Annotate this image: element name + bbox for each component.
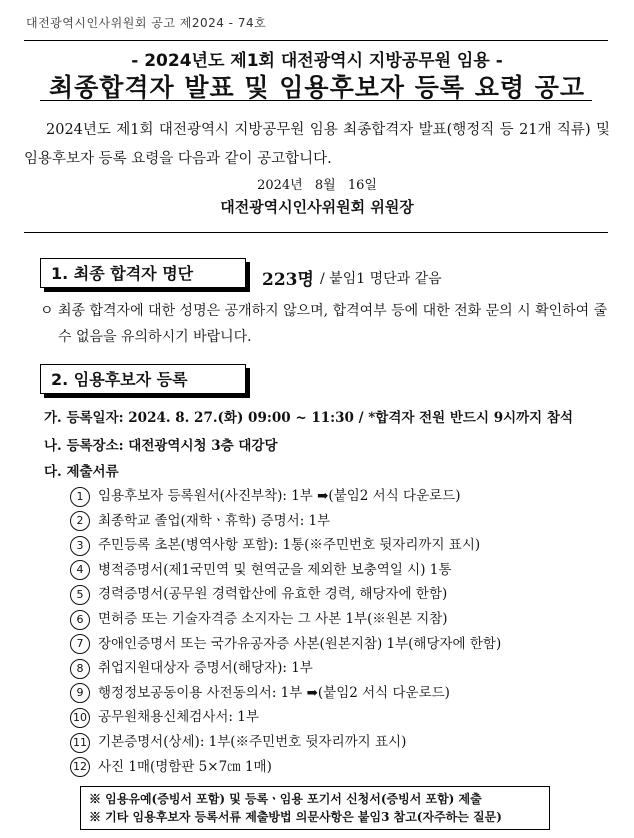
item-text: 주민등록 초본(병역사항 포함): 1통(※주민번호 뒷자리까지 표시)	[98, 537, 481, 554]
item-number: 5	[70, 585, 90, 605]
item-text: 사진 1매(명함판 5×7㎝ 1매)	[98, 758, 272, 775]
passer-count: 223명	[262, 270, 314, 290]
section-divider	[24, 232, 608, 233]
document-item	[70, 681, 450, 704]
item-number: 4	[70, 560, 90, 580]
document-item	[70, 484, 460, 507]
item-text: 병적증명서(제1국민역 및 현역군을 제외한 보충역일 시) 1통	[98, 561, 452, 578]
document-item	[70, 533, 480, 556]
section2-heading: 2. 임용후보자 등록	[40, 364, 246, 394]
item-number: 2	[70, 511, 90, 531]
item-text: 임용후보자 등록원서(사진부착): 1부 ➡(붙임2 서식 다운로드)	[98, 488, 461, 504]
section1-heading: 1. 최종 합격자 명단	[40, 258, 246, 288]
document-item	[70, 755, 272, 778]
page-title: 최종합격자 발표 및 임용후보자 등록 요령 공고	[48, 73, 586, 102]
document-item	[70, 509, 330, 532]
item-text: 기본증명서(상세): 1부(※주민번호 뒷자리까지 표시)	[98, 734, 407, 750]
bullet-symbol: ㅇ	[40, 303, 54, 319]
item-text: 장애인증명서 또는 국가유공자증 사본(원본지참) 1부(해당자에 한함)	[98, 635, 502, 652]
document-item	[70, 607, 448, 630]
title-underline	[40, 100, 592, 101]
item-text: 공무원채용신체검사서: 1부	[98, 709, 259, 726]
intro-paragraph: 2024년도 제1회 대전광역시 지방공무원 임용 최종합격자 발표(행정직 등 21개 직류) 및 임용후보자 등록 요령을 다음과 같이 공고합니다.	[24, 122, 610, 167]
item-text: 행정정보공동이용 사전동의서: 1부 ➡(붙임2 서식 다운로드)	[98, 684, 450, 701]
item-text: 면허증 또는 기술자격증 소지자는 그 사본 1부(※원본 지참)	[98, 611, 448, 627]
document-item	[70, 632, 501, 655]
document-item	[70, 730, 406, 753]
section1-bullet	[40, 298, 610, 350]
notice-number: 대전광역시인사위원회 공고 제2024 - 74호	[26, 16, 267, 30]
documents-heading: 다. 제출서류	[44, 464, 119, 480]
document-item	[70, 558, 451, 581]
item-text: 최종학교 졸업(재학ㆍ휴학) 증명서: 1부	[98, 512, 331, 529]
item-text: 경력증명서(공무원 경력합산에 유효한 경력, 해당자에 한함)	[98, 586, 448, 603]
item-number: 8	[70, 659, 90, 679]
document-item	[70, 705, 259, 728]
item-number: 6	[70, 610, 90, 630]
item-number: 10	[70, 708, 90, 728]
item-number: 12	[70, 757, 90, 777]
notice-date: 2024년 8월 16일	[257, 178, 377, 193]
item-number: 11	[70, 733, 90, 753]
note-line: ※ 임용유예(증빙서 포함) 및 등록ㆍ임용 포기서 신청서(증빙서 포함) 제출	[89, 792, 482, 806]
document-item	[70, 656, 313, 679]
bullet-text: 최종 합격자에 대한 성명은 공개하지 않으며, 합격여부 등에 대한 전화 문의 시 확인하여 줄 수 없음을 유의하시기 바랍니다.	[58, 303, 608, 345]
item-number: 9	[70, 683, 90, 703]
registration-place: 나. 등록장소: 대전광역시청 3층 대강당	[44, 438, 278, 454]
item-number: 3	[70, 536, 90, 556]
top-divider	[24, 40, 608, 41]
passer-count-note: / 붙임1 명단과 같음	[320, 271, 442, 287]
page-subtitle: - 2024년도 제1회 대전광역시 지방공무원 임용 -	[131, 51, 503, 71]
item-number: 1	[70, 487, 90, 507]
note-line: ※ 기타 임용후보자 등록서류 제출방법 의문사항은 붙임3 참고(자주하는 질문)	[89, 810, 502, 824]
item-text: 취업지원대상자 증명서(해당자): 1부	[98, 660, 313, 677]
item-number: 7	[70, 634, 90, 654]
registration-date: 가. 등록일자: 2024. 8. 27.(화) 09:00 ~ 11:30 / *합격자 전원 반드시 9시까지 참석	[44, 410, 573, 426]
notes-box	[80, 786, 550, 830]
document-item	[70, 582, 447, 605]
signer: 대전광역시인사위원회 위원장	[220, 198, 414, 216]
